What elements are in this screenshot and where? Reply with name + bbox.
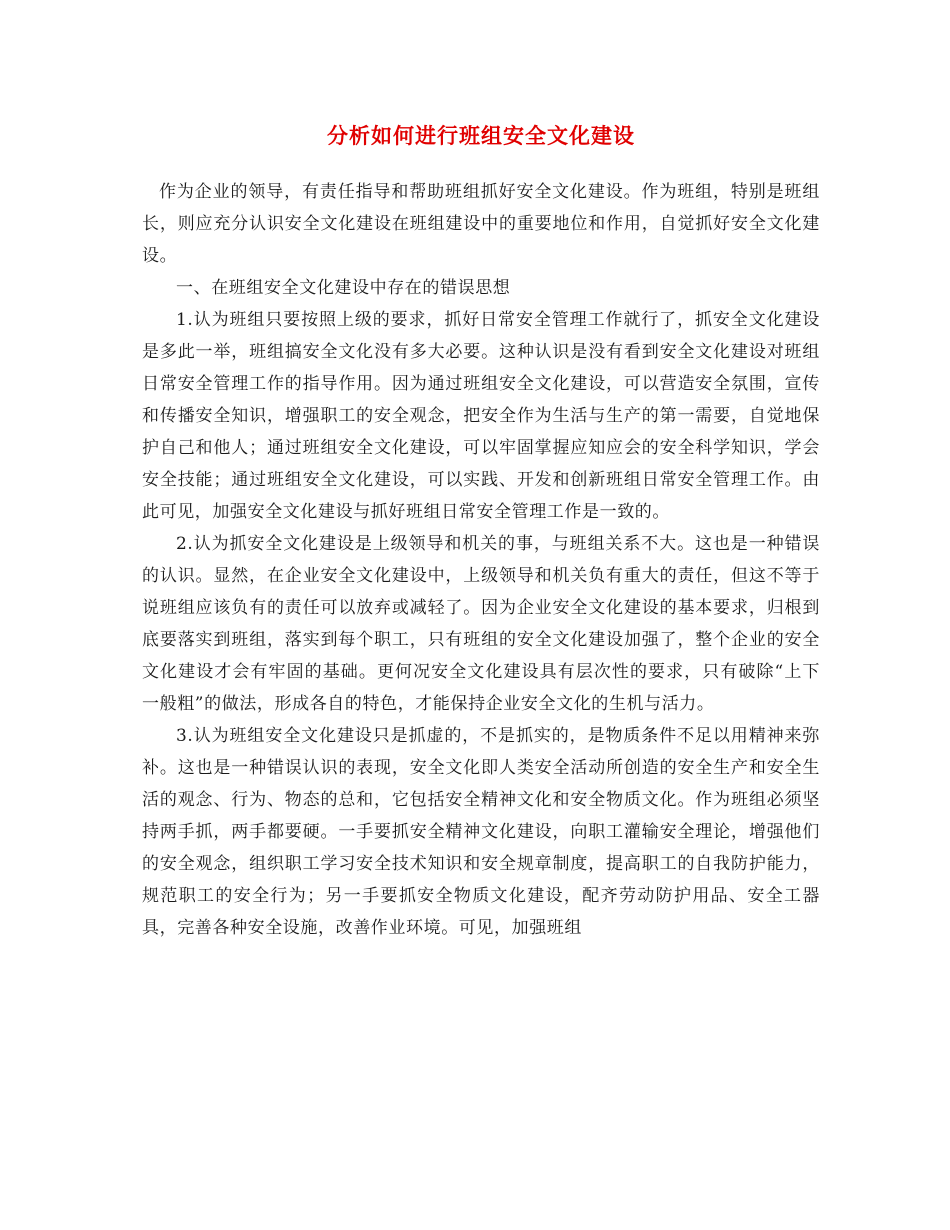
paragraph-2: 2.认为抓安全文化建设是上级领导和机关的事，与班组关系不大。这也是一种错误的认识。显然，在企业安全文化建设中，上级领导和机关负有重大的责任，但这不等于说班组应该负有的责任可以放弃或减轻了。因为企业安全文化建设的基本要求，归根到底要落实到班组，落实到每个职工，只有班组的安全文化建设加强了，整个企业的安全文化建设才会有牢固的基础。更何况安全文化建设具有层次性的要求，只有破除“上下一般粗”的做法，形成各自的特色，才能保持企业安全文化的生机与活力。 (142, 534, 820, 714)
section-heading: 一、在班组安全文化建设中存在的错误思想 (176, 278, 511, 298)
document-page (142, 0, 820, 1230)
document-title: 分析如何进行班组安全文化建设 (327, 123, 635, 148)
document-body (142, 176, 820, 944)
paragraph-1: 1.认为班组只要按照上级的要求，抓好日常安全管理工作就行了，抓安全文化建设是多此一举，班组搞安全文化没有多大必要。这种认识是没有看到安全文化建设对班组日常安全管理工作的指导作用。因为通过班组安全文化建设，可以营造安全氛围，宣传和传播安全知识，增强职工的安全观念，把安全作为生活与生产的第一需要，自觉地保护自己和他人；通过班组安全文化建设，可以牢固掌握应知应会的安全科学知识，学会安全技能；通过班组安全文化建设，可以实践、开发和创新班组日常安全管理工作。由此可见，加强安全文化建设与抓好班组日常安全管理工作是一致的。 (142, 310, 820, 522)
intro-paragraph: 作为企业的领导，有责任指导和帮助班组抓好安全文化建设。作为班组，特别是班组长，则应充分认识安全文化建设在班组建设中的重要地位和作用，自觉抓好安全文化建设。 (142, 182, 820, 266)
paragraph-3: 3.认为班组安全文化建设只是抓虚的，不是抓实的，是物质条件不足以用精神来弥补。这也是一种错误认识的表现，安全文化即人类安全活动所创造的安全生产和安全生活的观念、行为、物态的总和，它包括安全精神文化和安全物质文化。作为班组必须坚持两手抓，两手都要硬。一手要抓安全精神文化建设，向职工灌输安全理论，增强他们的安全观念，组织职工学习安全技术知识和安全规章制度，提高职工的自我防护能力，规范职工的安全行为；另一手要抓安全物质文化建设，配齐劳动防护用品、安全工器具，完善各种安全设施，改善作业环境。可见，加强班组 (142, 726, 820, 938)
